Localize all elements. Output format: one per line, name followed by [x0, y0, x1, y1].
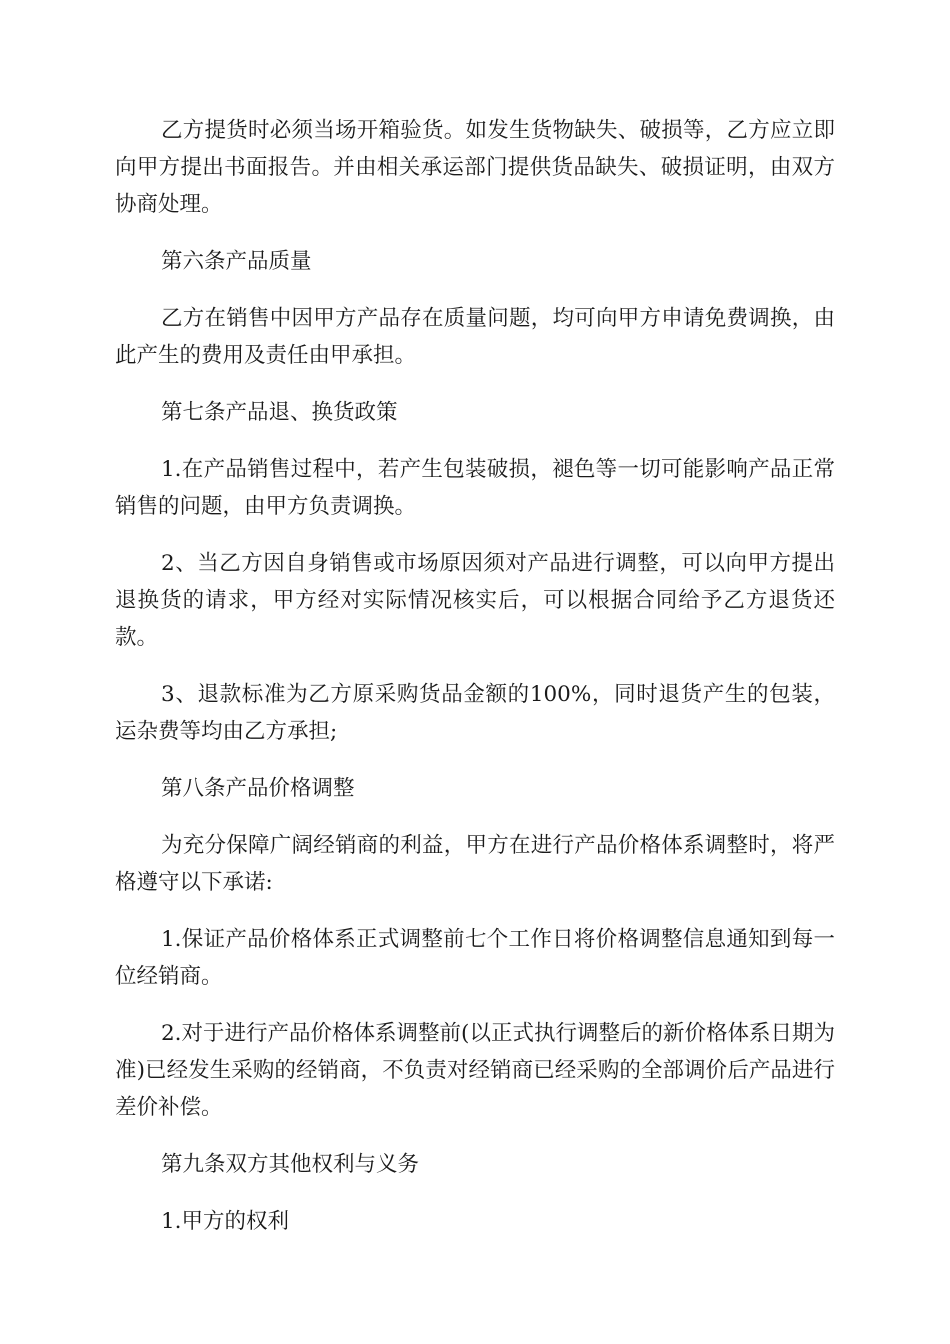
paragraph-return-item-2: 2、当乙方因自身销售或市场原因须对产品进行调整，可以向甲方提出退换货的请求，甲方经对实际情况核实后，可以根据合同给予乙方退货还款。 [115, 551, 835, 650]
section-heading-article-6: 第六条产品质量 [161, 249, 312, 274]
paragraph-quality-exchange: 乙方在销售中因甲方产品存在质量问题，均可向甲方申请免费调换，由此产生的费用及责任由甲承担。 [115, 306, 835, 368]
section-heading-article-8: 第八条产品价格调整 [161, 776, 355, 801]
paragraph-party-a-rights: 1.甲方的权利 [161, 1209, 290, 1234]
paragraph-price-item-2: 2.对于进行产品价格体系调整前(以正式执行调整后的新价格体系日期为准)已经发生采购的经销商，不负责对经销商已经采购的全部调价后产品进行差价补偿。 [115, 1021, 835, 1120]
section-heading-article-9: 第九条双方其他权利与义务 [161, 1152, 420, 1177]
document-body [115, 112, 835, 1260]
section-heading-article-7: 第七条产品退、换货政策 [161, 400, 398, 425]
paragraph-price-commitment: 为充分保障广阔经销商的利益，甲方在进行产品价格体系调整时，将严格遵守以下承诺: [115, 833, 835, 895]
paragraph-price-item-1: 1.保证产品价格体系正式调整前七个工作日将价格调整信息通知到每一位经销商。 [115, 927, 835, 989]
paragraph-return-item-3: 3、退款标准为乙方原采购货品金额的100%，同时退货产生的包装，运杂费等均由乙方承担; [115, 682, 835, 744]
paragraph-receiving-inspection: 乙方提货时必须当场开箱验货。如发生货物缺失、破损等，乙方应立即向甲方提出书面报告。并由相关承运部门提供货品缺失、破损证明，由双方协商处理。 [115, 118, 835, 217]
paragraph-return-item-1: 1.在产品销售过程中，若产生包装破损，褪色等一切可能影响产品正常销售的问题，由甲方负责调换。 [115, 457, 835, 519]
